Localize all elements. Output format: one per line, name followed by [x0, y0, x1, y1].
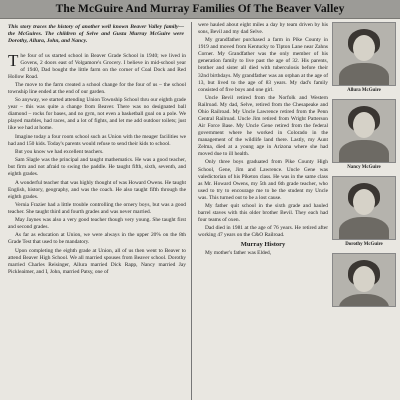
article-paragraph: Upon completing the eighth grade at Union, all of us then went to Beaver to attend Beaver High School. We all married spouses from Beaver school. Dorothy married Charles Reisinger, Allura married Dick Rapp, Nancy married Jay Pickleaimer, and I, John, married Patsy, one of [8, 247, 186, 275]
article-paragraph: Dad died in 1981 at the age of 76 years. He retired after working 47 years on the C&O Railroad. [198, 225, 328, 239]
article-paragraph: Uncle Bevil retired from the Norfolk and Western Railroad. My dad, Selve, retired from the Chesapeake and Ohio Railroad. My Uncle Lawrence retired from the Penn Central Railroad. Uncle Jim retired from Wright Patterson Air Force Base. My Uncle Gene retired from the federal government where he worked in Colorado in the management of the wildlife land there. Lastly, my Aunt Zelma, died at a young age in Arizona where she had moved due to ill health. [198, 94, 328, 158]
article-paragraph: But you know we had excellent teachers. [15, 148, 104, 155]
intro-paragraph: This story traces the history of another well known Beaver Valley family—the McGuires. The children of Selve and Gusta Murray McGuire were Dorothy, Allura, John, and Nancy. [8, 24, 184, 45]
page-header-banner [0, 0, 400, 19]
portrait-photo [332, 99, 396, 163]
photo-column [331, 22, 397, 313]
drop-cap: T [8, 50, 19, 70]
article-paragraph: My mother's father was Elded, [205, 250, 272, 257]
article-paragraph: Only three boys graduated from Pike County High School, Gene, Jim and Lawrence. Uncle Gene was valedictorian of his Piketon class. He was in the same class as Mr. Howard Owens, my 5th and 6th grade teacher, who used to try to encourage me to be the student my Uncle was. This turned out to be a lost cause. [198, 159, 328, 201]
article-paragraph: were hauled about eight miles a day by team driven by his sons, Bevil and my dad Selve. [198, 22, 328, 36]
portrait-photo [332, 176, 396, 240]
portrait-face [353, 266, 375, 292]
photo-caption: Dorothy McGuire [345, 242, 383, 247]
article-paragraph: So anyway, we started attending Union Township School thru our eighth grade year – this was quite a change from Beaver. There was no designated ball diamond – rocks for bases, and no gym, not even a basketball goal on a pole. We played marbles, had races, and a lot of fights, and let me add outdoor toilets; just like we had at home. [8, 97, 186, 132]
article-paragraph: May Jaynes was also a very good teacher though very young. She taught first and second grades. [8, 217, 186, 231]
article-paragraph: Imagine today a four room school such as Union with the meager facilities we had and 150 kids. Today's parents would refuse to send their kids to school. [8, 133, 186, 147]
portrait-shoulders [339, 140, 389, 163]
article-paragraph: As far as education at Union, we were always in the upper 20% on the 8th Grade Test that used to be mandatory. [8, 232, 186, 246]
article-paragraph: A wonderful teacher that was highly thought of was Howard Owens. He taught English, history, geography, and was the coach. He also taught fifth through the eighth grades. [8, 179, 186, 200]
page-title: The McGuire And Murray Families Of The Beaver Valley [55, 3, 345, 15]
portrait-shoulders [339, 294, 389, 307]
right-article-column [198, 22, 328, 259]
portrait-shoulders [339, 63, 389, 86]
paragraph-text: he four of us started school in Beaver Grade School in 1940; we lived in Govens, 2 doors east of Volgamore's Grocery. I believe in mid-school year of 1940, Dad bought the little farm on the corner of Coal Dock and Red Hollow Road. [8, 52, 186, 80]
article-paragraph: My grandfather purchased a farm in Pike County in 1919 and moved from Kentucky to Tipton Lane near Zahns Corner. My Grandfather was the only member of his generation family to live past the age of 32. His parents, brother and sister all died with tuberculosis before their 32nd birthdays. My grandfather was an orphan at the age of 13, but lived to the age of 83 years. My dad's family consisted of five boys and one girl. [198, 37, 328, 93]
article-paragraph: Sam Slagle was the principal and taught mathematics. He was a good teacher, but firm and not afraid to swing the paddle. He taught fifth, sixth, seventh, and eighth grades. [8, 157, 186, 178]
article-paragraph: My father quit school in the sixth grade and hauled barrel staves with this older brother Bevil. They each had four teams of oxen. [198, 202, 328, 224]
column-divider [191, 22, 192, 400]
portrait-photo [332, 22, 396, 86]
photo-caption: Allura McGuire [347, 88, 381, 93]
article-paragraph: The move to the farm created a school change for the four of us – the school township line ended at the end of our garden. [8, 81, 186, 96]
portrait-face [353, 35, 375, 61]
portrait-photo [332, 253, 396, 307]
portrait-shoulders [339, 217, 389, 240]
left-article-column [8, 24, 186, 277]
portrait-face [353, 112, 375, 138]
article-paragraph: Vernia Frazier had a little trouble controlling the ornery boys, but was a good teacher. She taught third and fourth grades and was never married. [8, 201, 186, 215]
section-subheading: Murray History [240, 241, 286, 249]
photo-caption: Nancy McGuire [347, 165, 381, 170]
portrait-face [353, 189, 375, 215]
article-paragraph [8, 50, 186, 81]
